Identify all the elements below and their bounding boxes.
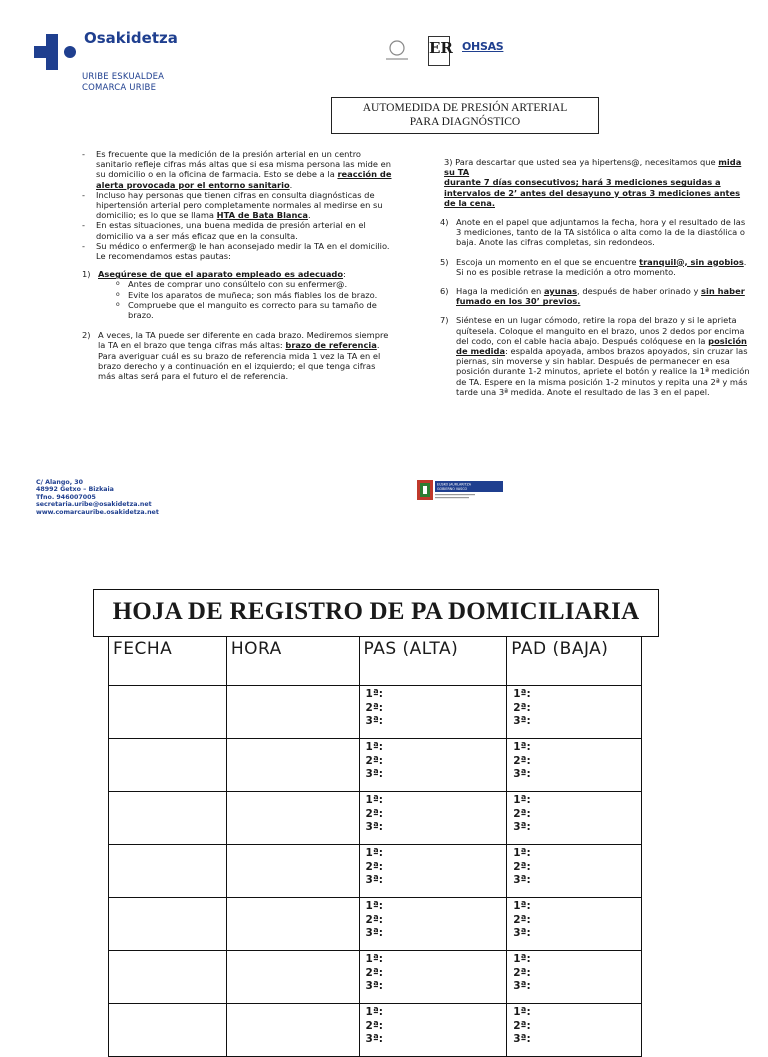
basque-government-logo-icon xyxy=(417,480,503,502)
list-item: o Antes de comprar uno consúltelo con su enfermer@. xyxy=(116,279,348,290)
gov-logo-line2: GOBIERNO VASCO xyxy=(437,487,468,491)
fecha-cell[interactable] xyxy=(109,686,227,739)
list-item: - En estas situaciones, una buena medida de presión arterial en el domicilio va a ser más eficaz que en la consulta. xyxy=(82,220,366,241)
hora-cell[interactable] xyxy=(226,792,359,845)
hora-cell[interactable] xyxy=(226,739,359,792)
pad-cell[interactable]: 1ª: 2ª: 3ª: xyxy=(507,686,642,739)
hora-cell[interactable] xyxy=(226,845,359,898)
euskalit-logo-icon xyxy=(382,36,412,66)
hora-cell[interactable] xyxy=(226,898,359,951)
table-row xyxy=(109,898,642,951)
table-header-row xyxy=(109,637,642,686)
table-row xyxy=(109,792,642,845)
fecha-cell[interactable] xyxy=(109,845,227,898)
pas-cell[interactable]: 1ª: 2ª: 3ª: xyxy=(359,951,507,1004)
col-header-fecha: FECHA xyxy=(109,637,227,686)
list-item: 2) A veces, la TA puede ser diferente en cada brazo. Mediremos siempre la TA en el brazo que tenga cifras más altas: brazo de referencia. Para averiguar cuál es su brazo de referencia mida 1 vez la TA en el brazo derecho y a continuación en el izquierdo; el que tenga cifras más altas será para el futuro el de referencia. xyxy=(82,330,389,382)
fecha-cell[interactable] xyxy=(109,792,227,845)
table-row xyxy=(109,1004,642,1057)
left-column xyxy=(82,149,394,381)
pas-cell[interactable]: 1ª: 2ª: 3ª: xyxy=(359,1004,507,1057)
fecha-cell[interactable] xyxy=(109,1004,227,1057)
list-item: 4) Anote en el papel que adjuntamos la fecha, hora y el resultado de las 3 mediciones, tanto de la TA sistólica o alta como la de la diastólica o baja. Anote las cifras completas, sin redondeos. xyxy=(440,217,746,248)
pad-cell[interactable]: 1ª: 2ª: 3ª: xyxy=(507,1004,642,1057)
list-item: 5) Escoja un momento en el que se encuentre tranquil@, sin agobios. Si no es posible retrase la medición a otro momento. xyxy=(440,256,747,277)
pad-cell[interactable]: 1ª: 2ª: 3ª: xyxy=(507,739,642,792)
pas-cell[interactable]: 1ª: 2ª: 3ª: xyxy=(359,686,507,739)
list-item: - Es frecuente que la medición de la presión arterial en un centro sanitario refleje cifras más altas que si esa misma persona las mide en su domicilio o en la oficina de farmacia. Esto se debe a la reacción de alerta provocada por el entorno sanitario. xyxy=(82,149,392,190)
list-item: 1) Asegúrese de que el aparato empleado es adecuado: xyxy=(82,269,346,280)
list-item: o Evite los aparatos de muñeca; son más fiables los de brazo. xyxy=(116,289,378,300)
osakidetza-logo-icon xyxy=(34,32,78,72)
list-item: 7) Siéntese en un lugar cómodo, retire la ropa del brazo y si le aprieta quítesela. Coloque el manguito en el brazo, unos 2 dedos por encima del codo, con el cable hacia abajo. Después colóquese en la posición de medida: espalda apoyada, ambos brazos apoyados, sin cruzar las piernas, sin moverse y sin hablar. Después de permanecer en esa posición durante 1-2 minutos, apriete el botón y realice la 1ª medición de TA. Espere en la misma posición 1-2 minutos y repita una 2ª y más tarde una 3ª medida. Anote el resultado de las 3 en el papel. xyxy=(440,315,750,397)
er-certification-icon: ER xyxy=(428,36,450,66)
ohsas-logo: OHSAS xyxy=(462,40,504,53)
list-item: 6) Haga la medición en ayunas, después de haber orinado y sin haber fumado en los 30’ previos. xyxy=(440,286,745,307)
pad-cell[interactable]: 1ª: 2ª: 3ª: xyxy=(507,792,642,845)
organization-name: URIBE ESKUALDEA COMARCA URIBE xyxy=(82,72,165,93)
form-title: HOJA DE REGISTRO DE PA DOMICILIARIA xyxy=(93,589,659,637)
brand-name: Osakidetza xyxy=(84,29,178,47)
list-item: o Compruebe que el manguito es correcto para su tamaño de brazo. xyxy=(116,299,377,321)
fecha-cell[interactable] xyxy=(109,951,227,1004)
col-header-pad: PAD (BAJA) xyxy=(507,637,642,686)
table-row xyxy=(109,951,642,1004)
col-header-pas: PAS (ALTA) xyxy=(359,637,507,686)
register-table xyxy=(108,636,642,1057)
document-title: AUTOMEDIDA DE PRESIÓN ARTERIAL PARA DIAGNÓSTICO xyxy=(331,97,599,134)
pad-cell[interactable]: 1ª: 2ª: 3ª: xyxy=(507,845,642,898)
list-item: - Incluso hay personas que tienen cifras en consulta diagnósticas de hipertensión arterial pero completamente normales al medirse en su domicilio; es lo que se llama HTA de Bata Blanca. xyxy=(82,189,383,221)
hora-cell[interactable] xyxy=(226,686,359,739)
hora-cell[interactable] xyxy=(226,951,359,1004)
list-item: - Su médico o enfermer@ le han aconsejado medir la TA en el domicilio. Le recomendamos estas pautas: xyxy=(82,240,390,262)
pas-cell[interactable]: 1ª: 2ª: 3ª: xyxy=(359,845,507,898)
pas-cell[interactable]: 1ª: 2ª: 3ª: xyxy=(359,739,507,792)
hora-cell[interactable] xyxy=(226,1004,359,1057)
gov-logo-line1: EUSKO JAURLARITZA xyxy=(437,482,472,487)
pas-cell[interactable]: 1ª: 2ª: 3ª: xyxy=(359,792,507,845)
right-column xyxy=(440,157,752,397)
table-row xyxy=(109,686,642,739)
fecha-cell[interactable] xyxy=(109,739,227,792)
pad-cell[interactable]: 1ª: 2ª: 3ª: xyxy=(507,951,642,1004)
table-row xyxy=(109,845,642,898)
fecha-cell[interactable] xyxy=(109,898,227,951)
contact-info: C/ Alango, 30 48992 Getxo – Bizkaia Tfno. 946007005 secretaria.uribe@osakidetza.net www.comarcauribe.osakidetza.net xyxy=(36,479,159,516)
col-header-hora: HORA xyxy=(226,637,359,686)
list-item: 3) Para descartar que usted sea ya hipertens@, necesitamos que mida su TA durante 7 días consecutivos; hará 3 mediciones seguidas a intervalos de 2’ antes del desayuno y otras 3 mediciones antes de la cena. xyxy=(444,157,742,208)
pas-cell[interactable]: 1ª: 2ª: 3ª: xyxy=(359,898,507,951)
pad-cell[interactable]: 1ª: 2ª: 3ª: xyxy=(507,898,642,951)
table-row xyxy=(109,739,642,792)
